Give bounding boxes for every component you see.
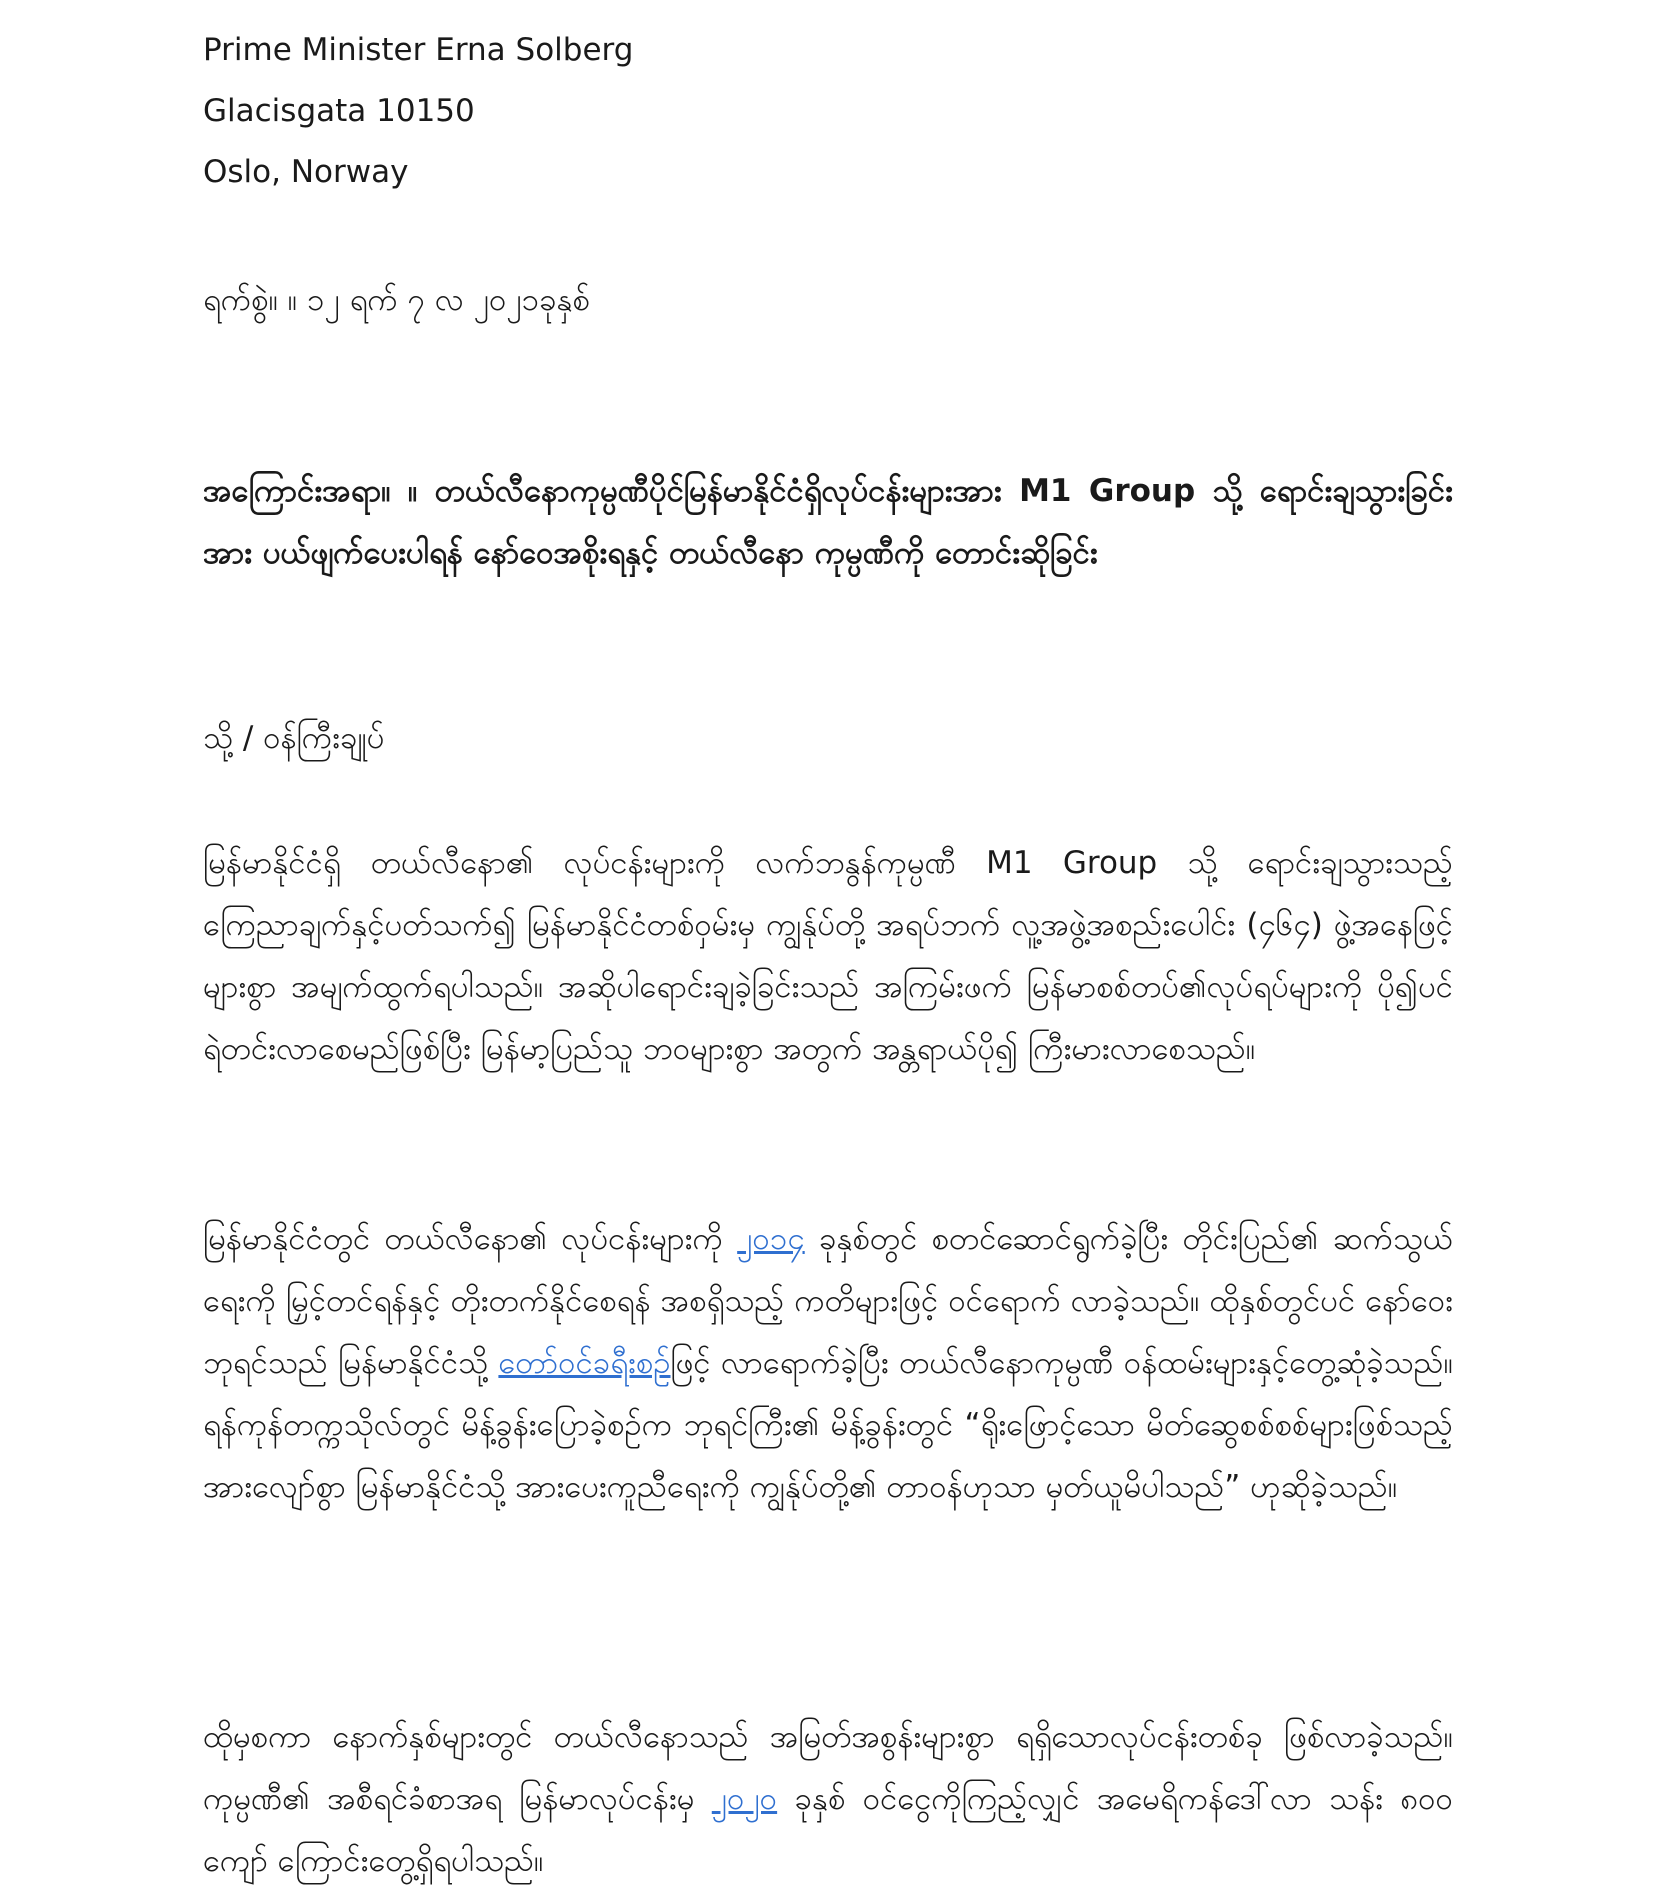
paragraph-3-text-2: ခုနှစ် ဝင်ငွေကိုကြည့်လျှင် အမေရိကန်ဒေါ်လာ သန်း ၈၀၀ ကျော် ကြောင်းတွေ့ရှိရပါသည်။ bbox=[203, 1781, 1453, 1879]
paragraph-2-text-2: ခုနှစ်တွင် စတင်ဆောင်ရွက်ခဲ့ပြီး တိုင်းပြည်၏ ဆက်သွယ်ရေးကို မြှင့်တင်ရန်နှင့် တိုးတက်နိုင်စေရန် အစရှိသည့် ကတိများဖြင့် ဝင်ရောက် လာခဲ့သည်။ ထိုနှစ်တွင်ပင် နော်ဝေးဘုရင်သည် မြန်မာနိုင်ငံသို့ bbox=[203, 1221, 1454, 1381]
year-2020-link[interactable]: ၂၀၂၀ bbox=[711, 1781, 778, 1817]
recipient-name: Prime Minister Erna Solberg bbox=[203, 32, 634, 68]
royal-visit-link[interactable]: တော်ဝင်ခရီးစဉ် bbox=[498, 1345, 671, 1381]
paragraph-3 bbox=[203, 1706, 1453, 1892]
paragraph-2-text-1: မြန်မာနိုင်ငံတွင် တယ်လီနော၏ လုပ်ငန်းများကို bbox=[203, 1221, 738, 1257]
paragraph-3-text-1: ထိုမှစကာ နောက်နှစ်များတွင် တယ်လီနောသည် အမြတ်အစွန်းများစွာ ရရှိသောလုပ်ငန်းတစ်ခု ဖြစ်လာခဲ့သည်။ ကုမ္ပဏီ၏ အစီရင်ခံစာအရ မြန်မာလုပ်ငန်းမှ bbox=[203, 1719, 1453, 1817]
paragraph-2 bbox=[203, 1208, 1453, 1518]
paragraph-1: မြန်မာနိုင်ငံရှိ တယ်လီနော၏ လုပ်ငန်းများကို လက်ဘနွန်ကုမ္ပဏီ M1 Group သို့ ရောင်းချသွားသည့် ကြေညာချက်နှင့်ပတ်သက်၍ မြန်မာနိုင်ငံတစ်ဝှမ်းမှ ကျွန်ုပ်တို့ အရပ်ဘက် လူ့အဖွဲ့အစည်းပေါင်း (၄၆၄) ဖွဲ့အနေဖြင့် များစွာ အမျက်ထွက်ရပါသည်။ အဆိုပါရောင်းချခဲ့ခြင်းသည် အကြမ်းဖက် မြန်မာစစ်တပ်၏လုပ်ရပ်များကို ပို၍ပင် ရဲတင်းလာစေမည်ဖြစ်ပြီး မြန်မာ့ပြည်သူ ဘဝများစွာ အတွက် အန္တရာယ်ပို၍ ကြီးမားလာစေသည်။ bbox=[203, 845, 1453, 1067]
salutation: သို့ / ဝန်ကြီးချုပ် bbox=[203, 720, 385, 756]
paragraph-2-text-3: ဖြင့် လာရောက်ခဲ့ပြီး တယ်လီနောကုမ္ပဏီ ဝန်ထမ်းများနှင့်တွေ့ဆုံခဲ့သည်။ ရန်ကုန်တက္ကသိုလ်တွင် မိန့်ခွန်းပြောခဲ့စဉ်က ဘုရင်ကြီး၏ မိန့်ခွန်းတွင် “ရိုးဖြောင့်သော မိတ်ဆွေစစ်စစ်များဖြစ်သည့် အားလျော်စွာ မြန်မာနိုင်ငံသို့ အားပေးကူညီရေးကို ကျွန်ုပ်တို့၏ တာဝန်ဟုသာ မှတ်ယူမိပါသည်” ဟုဆိုခဲ့သည်။ bbox=[203, 1345, 1454, 1505]
year-2014-link[interactable]: ၂၀၁၄ bbox=[737, 1221, 805, 1257]
letter-date: ရက်စွဲ။ ။ ၁၂ ရက် ၇ လ ၂၀၂၁ခုနှစ် bbox=[203, 282, 590, 318]
letter-subject: အကြောင်းအရာ။ ။ တယ်လီနောကုမ္ပဏီပိုင်မြန်မာနိုင်ငံရှိလုပ်ငန်းများအား M1 Group သို့ ရောင်းချသွားခြင်းအား ပယ်ဖျက်ပေးပါရန် နော်ဝေအစိုးရနှင့် တယ်လီနော ကုမ္ပဏီကို တောင်းဆိုခြင်း bbox=[203, 473, 1453, 571]
recipient-city: Oslo, Norway bbox=[203, 154, 409, 190]
recipient-street: Glacisgata 10150 bbox=[203, 93, 475, 129]
